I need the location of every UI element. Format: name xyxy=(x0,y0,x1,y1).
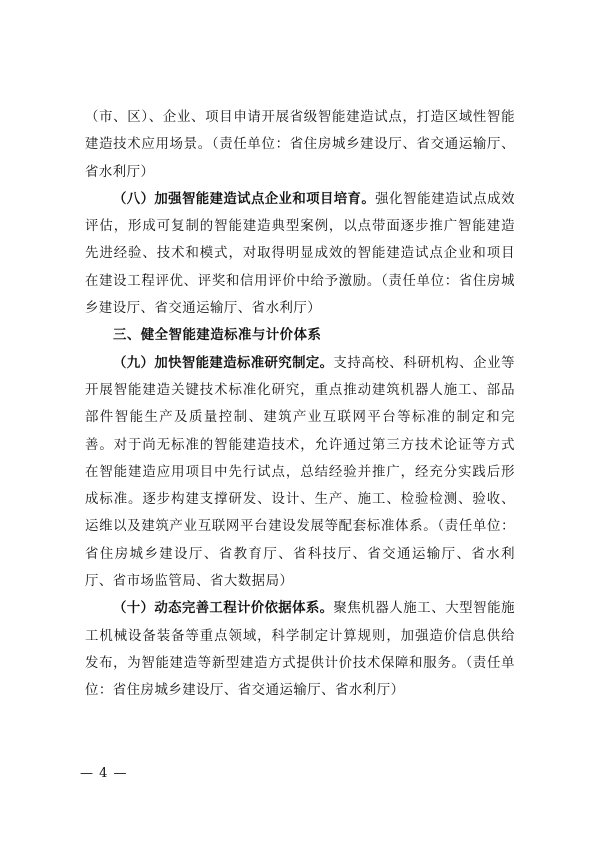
paragraph-body: 支持高校、科研机构、企业等开展智能建造关键技术标准化研究，重点推动建筑机器人施工、部品部件智能生产及质量控制、建筑产业互联网平台等标准的制定和完善。对于尚无标准的智能建造技术，允许通过第三方技术论证等方式在智能建造应用项目中先行试点，总结经验并推广，经充分实践后形成标准。逐步构建支撑研发、设计、生产、施工、检验检测、验收、运维以及建筑产业互联网平台建设发展等配套标准体系。（责任单位：省住房城乡建设厅、省教育厅、省科技厅、省交通运输厅、省水利厅、省市场监管局、省大数据局） xyxy=(85,355,515,590)
paragraph-body: 强化智能建造试点成效评估，形成可复制的智能建造典型案例，以点带面逐步推广智能建造先进经验、技术和模式，对取得明显成效的智能建造试点企业和项目在建设工程评优、评奖和信用评价中给予激励。（责任单位：省住房城乡建设厅、省交通运输厅、省水利厅） xyxy=(85,191,516,317)
paragraph-body: （市、区）、企业、项目申请开展省级智能建造试点，打造区域性智能建造技术应用场景。（责任单位：省住房城乡建设厅、省交通运输厅、省水利厅） xyxy=(85,110,515,180)
paragraph-item-8 xyxy=(85,186,515,322)
paragraph-item-10 xyxy=(85,595,515,704)
paragraph-lead: （十）动态完善工程计价依据体系。 xyxy=(113,601,334,617)
paragraph-lead: （八）加强智能建造试点企业和项目培育。 xyxy=(113,191,376,207)
section-heading: 三、健全智能建造标准与计价体系 xyxy=(113,328,322,344)
document-body xyxy=(85,104,515,705)
paragraph-continuation xyxy=(85,104,515,186)
paragraph-body: 聚焦机器人施工、大型智能施工机械设备装备等重点领域，科学制定计算规则，加强造价信息供给发布，为智能建造等新型建造方式提供计价技术保障和服务。（责任单位：省住房城乡建设厅、省交通运输厅、省水利厅） xyxy=(85,601,515,699)
paragraph-item-9 xyxy=(85,350,515,596)
paragraph-lead: （九）加快智能建造标准研究制定。 xyxy=(113,355,334,371)
page-number: — 4 — xyxy=(80,766,128,781)
